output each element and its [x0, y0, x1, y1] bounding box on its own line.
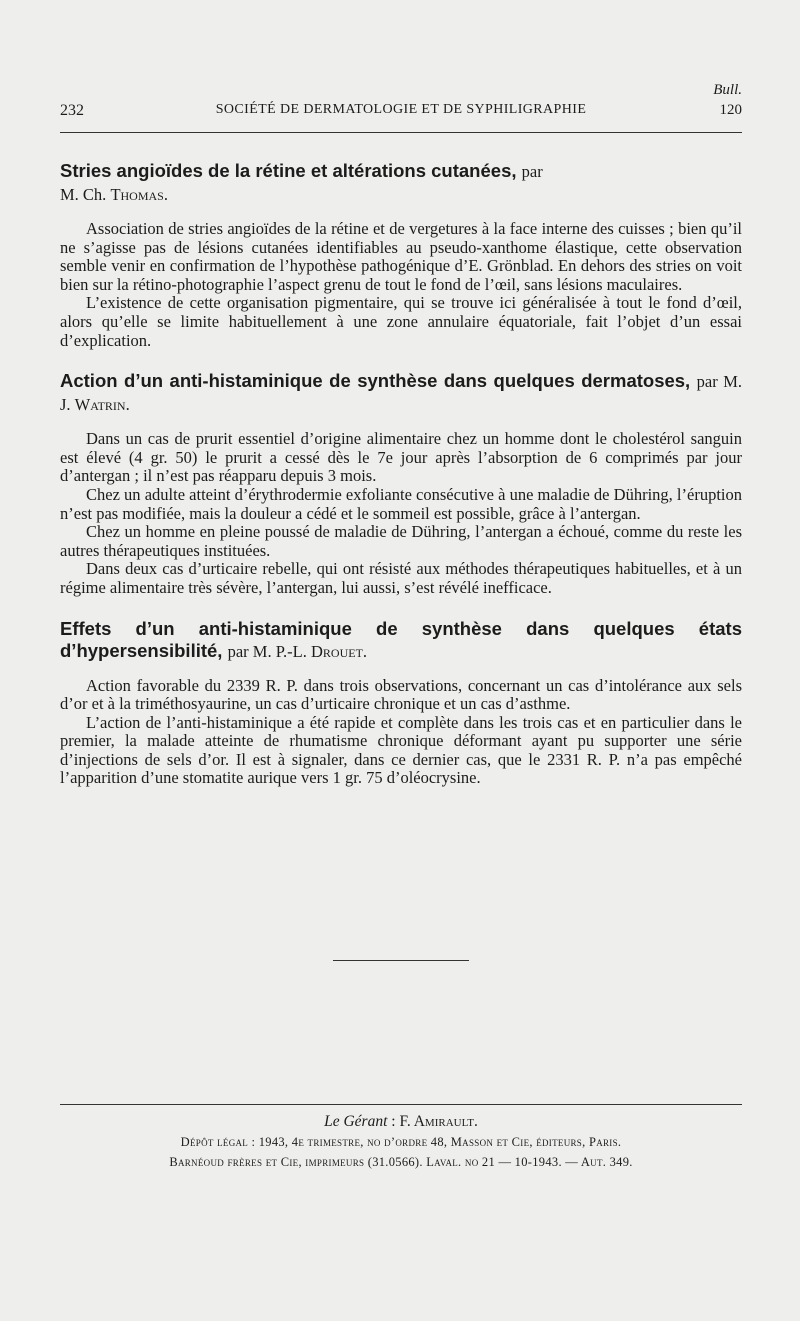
- journal-title: SOCIÉTÉ DE DERMATOLOGIE ET DE SYPHILIGRAPHIE: [215, 102, 587, 117]
- section-title: [60, 618, 742, 663]
- gerant-label: Le Gérant: [324, 1113, 388, 1130]
- title-text: Action d’un anti-histaminique de synthèse dans quelques dermatoses,: [60, 370, 691, 392]
- colophon: [60, 1112, 742, 1172]
- footer-rule: [60, 1104, 742, 1105]
- paragraph: L’existence de cette organisation pigmentaire, qui se trouve ici généralisée à tout le fond d’œil, alors qu’elle se limite habituellement à une zone annulaire équatoriale, fait l’objet d’un essai d’explication.: [60, 293, 742, 350]
- paragraph: Chez un adulte atteint d’érythrodermie exfoliante consécutive à une maladie de Dühring, l’éruption n’est pas modifiée, mais la douleur a cédé et le sommeil est possible, grâce à l’antergan.: [60, 484, 742, 523]
- title-text: Stries angioïdes de la rétine et altérations cutanées,: [60, 160, 517, 181]
- author-line: [228, 642, 367, 661]
- section-stries: [60, 160, 742, 350]
- author-name: Watrin.: [74, 395, 130, 415]
- paragraph: Action favorable du 2339 R. P. dans trois observations, concernant un cas d’intolérance aux sels d’or et à la triméthosyaurine, un cas d’urticaire chronique et un cas d’asthme.: [60, 675, 742, 714]
- paragraph: Dans deux cas d’urticaire rebelle, qui ont résisté aux méthodes thérapeutiques habituelles, et à un régime alimentaire très sévère, l’antergan, lui aussi, s’est révélé inefficace.: [60, 559, 742, 597]
- author-initial: M. J.: [60, 372, 742, 415]
- paragraph: L’action de l’anti-histaminique a été rapide et complète dans les trois cas et en particulier dans le premier, la malade atteinte de rhumatisme chronique déformant ayant pu supporter une série d’injections de sels d’or. Il est à signaler, dans ce dernier cas, que le 2331 R. P. n’a pas empêché l’apparition d’une stomatite aurique vers 1 gr. 75 d’oléocrysine.: [60, 712, 742, 788]
- author-initial: M. P.-L.: [252, 641, 311, 661]
- legal-deposit-line: Dépôt légal : 1943, 4e trimestre, no d’ordre 48, Masson et Cie, éditeurs, Paris.: [180, 1135, 622, 1149]
- author-name: Thomas.: [110, 185, 168, 204]
- header-rule: [60, 132, 742, 133]
- section-watrin: [60, 370, 742, 597]
- author-initial: M. Ch.: [60, 185, 111, 204]
- section-title: [60, 160, 742, 206]
- paragraph: Association de stries angioïdes de la rétine et de vergetures à la face interne des cuisses ; bien qu’il ne s’agisse pas de lésions cutanées identifiables au pseudo-xanthome élastique, cette observation semble venir en confirmation de l’hypothèse pathogénique d’E. Grönblad. En dehors des stries on voit bien sur la rétino-photographie l’aspect grenu de tout le fond de l’œil, sans lésions maculaires.: [60, 219, 742, 294]
- section-drouet: [60, 618, 742, 789]
- author-name: Drouet.: [311, 641, 368, 661]
- gerant-line: [60, 1112, 742, 1132]
- section-title: [60, 370, 742, 416]
- volume-number: 120: [719, 102, 742, 118]
- paragraph: Dans un cas de prurit essentiel d’origine alimentaire chez un homme dont le cholestérol sanguin est élevé (4 gr. 50) le prurit a cessé dès le 7e jour après l’absorption de 6 comprimés par jour d’antergan ; il n’est pas réapparu depuis 3 mois.: [60, 429, 742, 486]
- author-by: par: [696, 372, 718, 392]
- author-by: par: [227, 641, 249, 661]
- title-text: Effets d’un anti-histaminique de synthèse dans quelques états d’hypersensibilité,: [60, 617, 742, 661]
- gerant-name: F. Amirault.: [399, 1113, 478, 1130]
- paragraph: Chez un homme en pleine poussé de maladie de Dühring, l’antergan a échoué, comme du reste les autres thérapeutiques instituées.: [60, 522, 742, 560]
- author-by: par: [521, 162, 543, 181]
- printer-line: Barnéoud frères et Cie, imprimeurs (31.0566). Laval. no 21 — 10-1943. — Aut. 349.: [169, 1155, 633, 1169]
- section-end-rule: [333, 960, 469, 961]
- running-head: [60, 80, 742, 122]
- page-number: 232: [60, 102, 84, 119]
- bulletin-label: Bull.: [713, 82, 742, 98]
- article-body: [60, 160, 742, 808]
- gerant-separator: :: [387, 1113, 400, 1130]
